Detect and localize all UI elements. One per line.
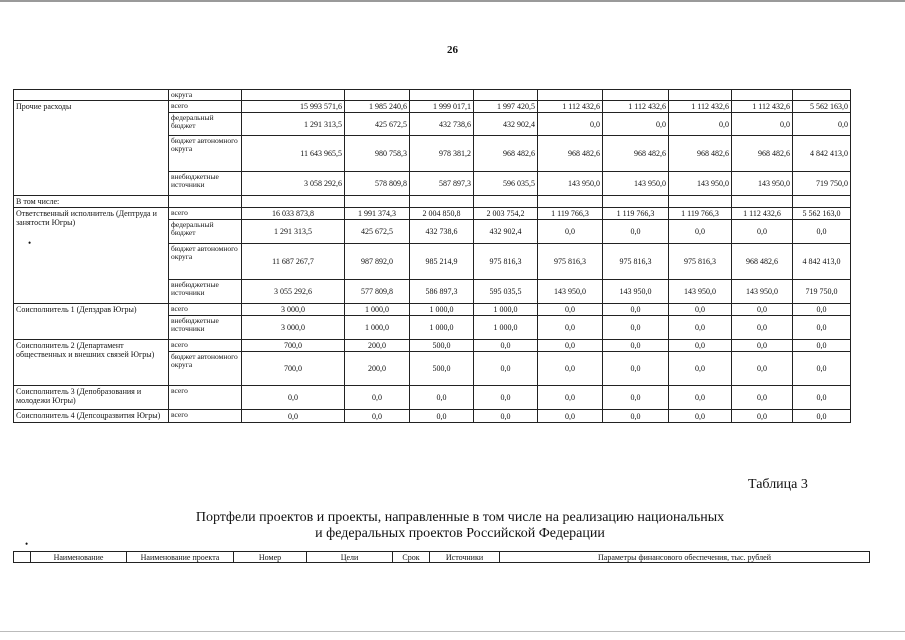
value-cell: 143 950,0 xyxy=(669,172,732,196)
bullet-mark: • xyxy=(25,539,29,549)
row-name-cell xyxy=(14,410,169,423)
value-cell: 1 999 017,1 xyxy=(410,101,474,113)
value-cell: 968 482,6 xyxy=(603,136,669,172)
value-cell xyxy=(410,196,474,208)
value-cell: 0,0 xyxy=(474,386,538,410)
header-cell: Номер xyxy=(234,552,307,563)
source-cell: внебюджетные источники xyxy=(169,172,242,196)
value-cell: 596 035,5 xyxy=(474,172,538,196)
source-cell: всего xyxy=(169,208,242,220)
value-cell: 0,0 xyxy=(603,304,669,316)
value-cell xyxy=(669,196,732,208)
value-cell: 719 750,0 xyxy=(793,280,851,304)
value-cell: 0,0 xyxy=(732,220,793,244)
value-cell xyxy=(793,90,851,101)
value-cell: 200,0 xyxy=(345,352,410,386)
source-cell: бюджет автономного округа xyxy=(169,244,242,280)
value-cell: 1 112 432,6 xyxy=(732,101,793,113)
value-cell xyxy=(603,90,669,101)
value-cell: 432 738,6 xyxy=(410,220,474,244)
value-cell: 1 000,0 xyxy=(474,316,538,340)
value-cell: 0,0 xyxy=(669,386,732,410)
value-cell: 0,0 xyxy=(732,410,793,423)
value-cell xyxy=(538,90,603,101)
value-cell: 3 055 292,6 xyxy=(242,280,345,304)
value-cell xyxy=(732,90,793,101)
value-cell: 0,0 xyxy=(669,410,732,423)
value-cell: 0,0 xyxy=(538,316,603,340)
value-cell: 586 897,3 xyxy=(410,280,474,304)
value-cell: 578 809,8 xyxy=(345,172,410,196)
header-cell: Цели xyxy=(307,552,393,563)
source-cell: федеральный бюджет xyxy=(169,113,242,136)
value-cell: 975 816,3 xyxy=(474,244,538,280)
bullet-mark: • xyxy=(28,238,32,248)
value-cell: 975 816,3 xyxy=(538,244,603,280)
value-cell: 968 482,6 xyxy=(474,136,538,172)
top-border-line xyxy=(0,0,905,2)
value-cell: 985 214,9 xyxy=(410,244,474,280)
value-cell: 0,0 xyxy=(410,386,474,410)
row-name-label: Ответственный исполнитель (Дептруда и занятости Югры) xyxy=(16,209,157,227)
row-name-label: Соисполнитель 2 (Департамент общественных и внешних связей Югры) xyxy=(16,341,155,359)
bottom-border-line xyxy=(0,631,905,632)
row-name-label: Соисполнитель 1 (Депздрав Югры) xyxy=(16,305,137,314)
value-cell: 0,0 xyxy=(603,340,669,352)
value-cell: 500,0 xyxy=(410,340,474,352)
source-cell xyxy=(169,196,242,208)
value-cell: 0,0 xyxy=(538,113,603,136)
row-name-cell xyxy=(14,90,169,101)
value-cell: 0,0 xyxy=(603,410,669,423)
value-cell: 1 119 766,3 xyxy=(603,208,669,220)
value-cell: 975 816,3 xyxy=(669,244,732,280)
value-cell: 0,0 xyxy=(345,386,410,410)
table-3-label: Таблица 3 xyxy=(748,477,808,492)
value-cell: 11 687 267,7 xyxy=(242,244,345,280)
row-name-label: Соисполнитель 4 (Депсоцразвития Югры) xyxy=(16,411,161,420)
value-cell: 0,0 xyxy=(603,113,669,136)
value-cell: 11 643 965,5 xyxy=(242,136,345,172)
value-cell: 143 950,0 xyxy=(669,280,732,304)
value-cell xyxy=(474,196,538,208)
value-cell: 4 842 413,0 xyxy=(793,136,851,172)
value-cell: 425 672,5 xyxy=(345,113,410,136)
value-cell: 0,0 xyxy=(793,304,851,316)
value-cell: 0,0 xyxy=(669,352,732,386)
value-cell: 425 672,5 xyxy=(345,220,410,244)
value-cell: 0,0 xyxy=(793,386,851,410)
value-cell: 432 902,4 xyxy=(474,220,538,244)
value-cell: 0,0 xyxy=(732,340,793,352)
value-cell: 968 482,6 xyxy=(732,136,793,172)
value-cell: 432 738,6 xyxy=(410,113,474,136)
value-cell: 500,0 xyxy=(410,352,474,386)
value-cell: 5 562 163,0 xyxy=(793,101,851,113)
value-cell: 3 058 292,6 xyxy=(242,172,345,196)
value-cell: 1 000,0 xyxy=(410,316,474,340)
value-cell: 0,0 xyxy=(603,386,669,410)
table-row xyxy=(14,208,851,220)
row-name-label: Соисполнитель 3 (Депобразования и молодежи Югры) xyxy=(16,387,142,405)
value-cell: 1 112 432,6 xyxy=(669,101,732,113)
value-cell: 968 482,6 xyxy=(538,136,603,172)
value-cell: 587 897,3 xyxy=(410,172,474,196)
table-row xyxy=(14,101,851,113)
value-cell: 4 842 413,0 xyxy=(793,244,851,280)
value-cell: 0,0 xyxy=(410,410,474,423)
value-cell: 15 993 571,6 xyxy=(242,101,345,113)
source-cell: бюджет автономного округа xyxy=(169,136,242,172)
value-cell: 16 033 873,8 xyxy=(242,208,345,220)
value-cell: 0,0 xyxy=(345,410,410,423)
value-cell: 0,0 xyxy=(669,316,732,340)
row-name-label: Прочие расходы xyxy=(16,102,72,111)
value-cell: 2 004 850,8 xyxy=(410,208,474,220)
value-cell: 1 000,0 xyxy=(474,304,538,316)
value-cell xyxy=(410,90,474,101)
value-cell: 0,0 xyxy=(793,410,851,423)
value-cell: 143 950,0 xyxy=(732,280,793,304)
value-cell xyxy=(538,196,603,208)
value-cell xyxy=(793,196,851,208)
value-cell: 968 482,6 xyxy=(732,244,793,280)
source-cell: всего xyxy=(169,304,242,316)
row-name-cell: В том числе: xyxy=(14,196,169,208)
value-cell: 0,0 xyxy=(474,410,538,423)
value-cell: 0,0 xyxy=(669,340,732,352)
portfolio-title-line-1: Портфели проектов и проекты, направленные в том числе на реализацию национальных xyxy=(195,510,725,525)
table-row xyxy=(14,386,851,410)
value-cell: 0,0 xyxy=(793,113,851,136)
row-name-cell xyxy=(14,208,169,304)
value-cell: 1 112 432,6 xyxy=(732,208,793,220)
table-row xyxy=(14,340,851,352)
value-cell: 143 950,0 xyxy=(538,280,603,304)
value-cell: 0,0 xyxy=(242,386,345,410)
value-cell xyxy=(603,196,669,208)
value-cell: 1 985 240,6 xyxy=(345,101,410,113)
value-cell: 1 112 432,6 xyxy=(603,101,669,113)
value-cell: 0,0 xyxy=(474,340,538,352)
value-cell: 0,0 xyxy=(669,220,732,244)
page-number: 26 xyxy=(447,44,458,56)
header-cell xyxy=(14,552,31,563)
value-cell: 0,0 xyxy=(538,352,603,386)
row-name-cell xyxy=(14,386,169,410)
value-cell xyxy=(345,90,410,101)
value-cell: 978 381,2 xyxy=(410,136,474,172)
value-cell: 700,0 xyxy=(242,340,345,352)
financing-table xyxy=(13,89,851,423)
value-cell: 143 950,0 xyxy=(603,280,669,304)
value-cell: 1 291 313,5 xyxy=(242,113,345,136)
value-cell: 719 750,0 xyxy=(793,172,851,196)
portfolio-table-header xyxy=(13,551,870,563)
header-cell: Наименование xyxy=(31,552,127,563)
source-cell: бюджет автономного округа xyxy=(169,352,242,386)
header-cell: Источники xyxy=(430,552,500,563)
source-cell: всего xyxy=(169,410,242,423)
value-cell: 0,0 xyxy=(603,220,669,244)
header-cell: Параметры финансового обеспечения, тыс. рублей xyxy=(500,552,870,563)
value-cell: 1 112 432,6 xyxy=(538,101,603,113)
value-cell: 0,0 xyxy=(538,304,603,316)
value-cell: 968 482,6 xyxy=(669,136,732,172)
value-cell: 143 950,0 xyxy=(538,172,603,196)
value-cell: 0,0 xyxy=(732,352,793,386)
row-name-cell xyxy=(14,340,169,386)
value-cell: 2 003 754,2 xyxy=(474,208,538,220)
value-cell: 987 892,0 xyxy=(345,244,410,280)
value-cell xyxy=(242,196,345,208)
value-cell: 5 562 163,0 xyxy=(793,208,851,220)
value-cell xyxy=(242,90,345,101)
value-cell: 0,0 xyxy=(732,386,793,410)
row-name-cell xyxy=(14,304,169,340)
portfolio-title-line-2: и федеральных проектов Российской Федерации xyxy=(315,526,605,541)
value-cell: 0,0 xyxy=(603,352,669,386)
portfolio-title xyxy=(130,510,790,542)
value-cell xyxy=(474,90,538,101)
value-cell: 432 902,4 xyxy=(474,113,538,136)
source-cell: округа xyxy=(169,90,242,101)
table-row xyxy=(14,410,851,423)
table-row xyxy=(14,304,851,316)
value-cell: 143 950,0 xyxy=(603,172,669,196)
value-cell: 1 119 766,3 xyxy=(669,208,732,220)
value-cell: 0,0 xyxy=(538,410,603,423)
table-row xyxy=(14,90,851,101)
value-cell: 980 758,3 xyxy=(345,136,410,172)
value-cell: 0,0 xyxy=(538,220,603,244)
row-name-cell xyxy=(14,101,169,196)
value-cell: 0,0 xyxy=(732,316,793,340)
value-cell xyxy=(732,196,793,208)
header-cell: Срок xyxy=(393,552,430,563)
value-cell: 3 000,0 xyxy=(242,316,345,340)
source-cell: всего xyxy=(169,101,242,113)
value-cell: 0,0 xyxy=(793,340,851,352)
value-cell: 595 035,5 xyxy=(474,280,538,304)
value-cell: 3 000,0 xyxy=(242,304,345,316)
value-cell: 0,0 xyxy=(538,340,603,352)
value-cell: 0,0 xyxy=(793,316,851,340)
value-cell: 0,0 xyxy=(538,386,603,410)
value-cell: 1 997 420,5 xyxy=(474,101,538,113)
source-cell: внебюджетные источники xyxy=(169,280,242,304)
value-cell: 0,0 xyxy=(669,304,732,316)
value-cell: 0,0 xyxy=(603,316,669,340)
value-cell: 1 000,0 xyxy=(345,304,410,316)
value-cell: 0,0 xyxy=(474,352,538,386)
value-cell: 700,0 xyxy=(242,352,345,386)
value-cell: 1 000,0 xyxy=(345,316,410,340)
header-cell: Наименование проекта xyxy=(127,552,234,563)
value-cell: 1 991 374,3 xyxy=(345,208,410,220)
value-cell: 0,0 xyxy=(732,304,793,316)
table-row xyxy=(14,196,851,208)
value-cell: 1 291 313,5 xyxy=(242,220,345,244)
value-cell: 0,0 xyxy=(732,113,793,136)
value-cell: 0,0 xyxy=(669,113,732,136)
value-cell: 0,0 xyxy=(793,220,851,244)
source-cell: всего xyxy=(169,340,242,352)
value-cell: 975 816,3 xyxy=(603,244,669,280)
table-row xyxy=(14,552,870,563)
value-cell: 200,0 xyxy=(345,340,410,352)
value-cell: 0,0 xyxy=(793,352,851,386)
value-cell: 0,0 xyxy=(242,410,345,423)
source-cell: федеральный бюджет xyxy=(169,220,242,244)
value-cell: 577 809,8 xyxy=(345,280,410,304)
value-cell: 1 000,0 xyxy=(410,304,474,316)
value-cell xyxy=(345,196,410,208)
value-cell: 143 950,0 xyxy=(732,172,793,196)
source-cell: внебюджетные источники xyxy=(169,316,242,340)
value-cell: 1 119 766,3 xyxy=(538,208,603,220)
value-cell xyxy=(669,90,732,101)
source-cell: всего xyxy=(169,386,242,410)
